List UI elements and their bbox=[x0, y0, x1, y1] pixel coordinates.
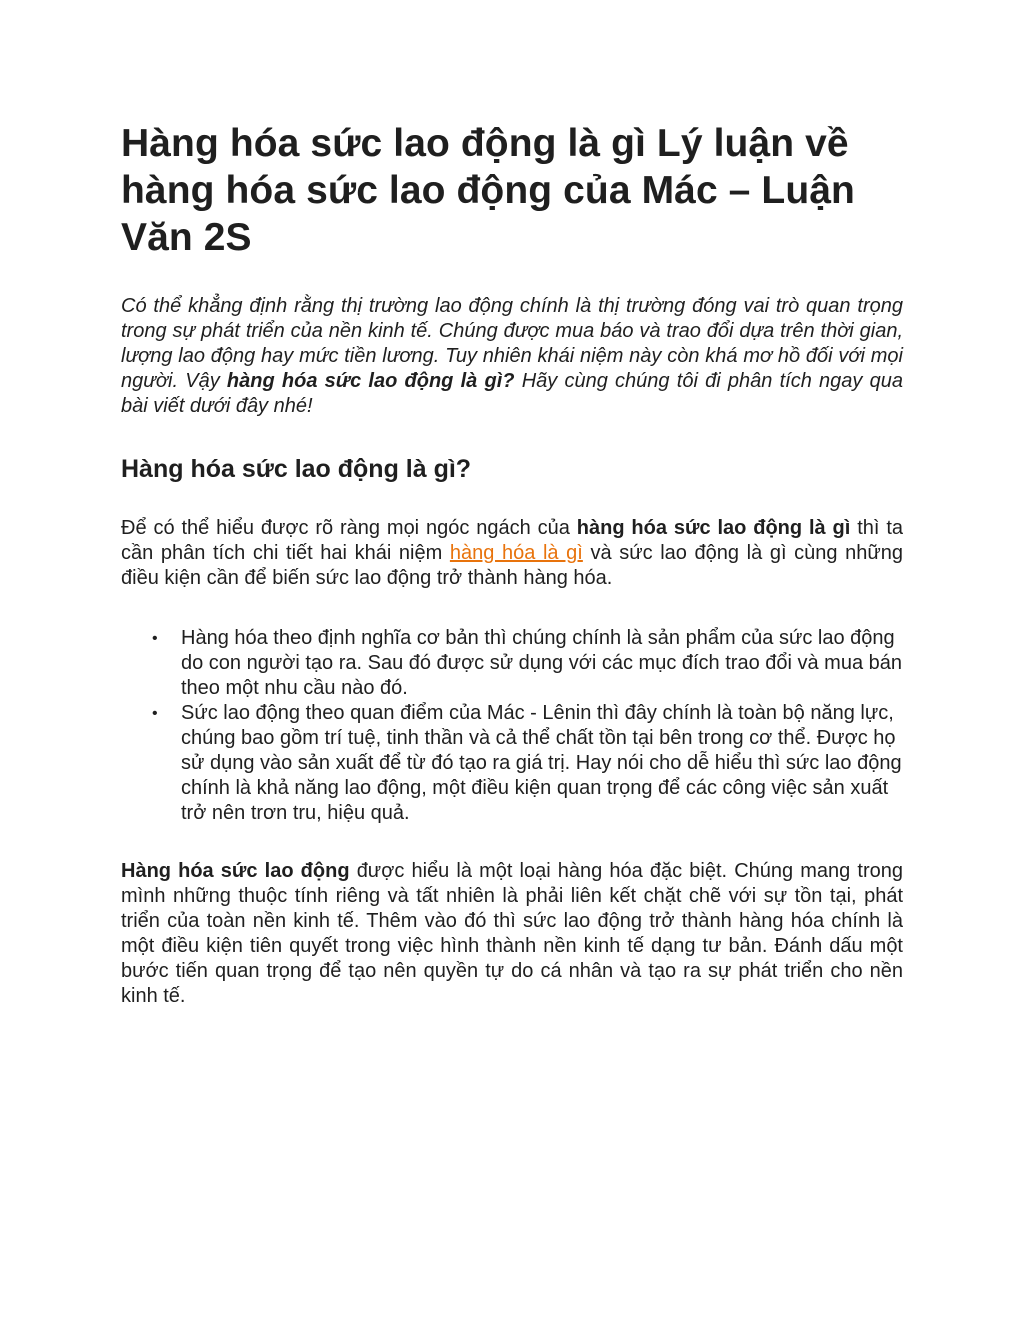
document-page bbox=[121, 120, 903, 1009]
intro-text-2: Hãy cùng chúng tôi đi phân tích ngay qua bài viết dưới đây nhé! bbox=[121, 370, 903, 417]
bullet-marker: • bbox=[152, 705, 158, 722]
page-title: Hàng hóa sức lao động là gì Lý luận về hàng hóa sức lao động của Mác – Luận Văn 2S bbox=[121, 122, 855, 259]
summary-paragraph bbox=[121, 859, 903, 1009]
para2-bold-term: Hàng hóa sức lao động bbox=[121, 860, 350, 882]
section-heading: Hàng hóa sức lao động là gì? bbox=[121, 455, 472, 483]
para1-bold-term: hàng hóa sức lao động là gì bbox=[576, 517, 851, 539]
list-item-text: Hàng hóa theo định nghĩa cơ bản thì chúng chính là sản phẩm của sức lao động do con người tạo ra. Sau đó được sử dụng với các mục đích trao đổi và mua bán theo một nhu cầu nào đó. bbox=[181, 627, 903, 699]
intro-bold-question: hàng hóa sức lao động là gì? bbox=[226, 370, 515, 392]
hang-hoa-la-gi-link[interactable]: hàng hóa là gì bbox=[449, 542, 583, 564]
para1-text-3: và sức lao động là gì cùng những điều kiện cần để biến sức lao động trở thành hàng hóa. bbox=[121, 542, 903, 589]
list-item bbox=[152, 626, 903, 701]
intro-text-1: Có thể khẳng định rằng thị trường lao động chính là thị trường đóng vai trò quan trọng trong sự phát triển của nền kinh tế. Chúng được mua báo và trao đổi dựa trên thời gian, lượng lao động hay mức tiền lương. Tuy nhiên khái niệm này còn khá mơ hồ đối với mọi người. Vậy bbox=[121, 295, 903, 392]
bullet-marker: • bbox=[152, 630, 158, 647]
intro-paragraph bbox=[121, 294, 903, 419]
para2-text: được hiểu là một loại hàng hóa đặc biệt. Chúng mang trong mình những thuộc tính riêng và tất nhiên là phải liên kết chặt chẽ với sự tồn tại, phát triển của toàn nền kinh tế. Thêm vào đó thì sức lao động trở thành hàng hóa chính là một điều kiện tiên quyết trong việc hình thành nền kinh tế dạng tư bản. Đánh dấu một bước tiến quan trọng để tạo nên quyền tự do cá nhân và tạo ra sự phát triển cho nền kinh tế. bbox=[121, 860, 904, 1007]
list-item bbox=[152, 701, 903, 826]
list-item-text: Sức lao động theo quan điểm của Mác - Lênin thì đây chính là toàn bộ năng lực, chúng bao gồm trí tuệ, tinh thần và cả thể chất tồn tại bên trong cơ thể. Được họ sử dụng vào sản xuất để từ đó tạo ra giá trị. Hay nói cho dễ hiểu thì sức lao động chính là khả năng lao động, một điều kiện quan trọng để các công việc sản xuất trở nên trơn tru, hiệu quả. bbox=[181, 702, 902, 824]
bullet-list bbox=[121, 626, 903, 826]
definition-paragraph bbox=[121, 516, 903, 591]
para1-text-1: Để có thể hiểu được rõ ràng mọi ngóc ngách của bbox=[121, 517, 577, 539]
para1-text-2: thì ta cần phân tích chi tiết hai khái niệm bbox=[121, 517, 904, 564]
